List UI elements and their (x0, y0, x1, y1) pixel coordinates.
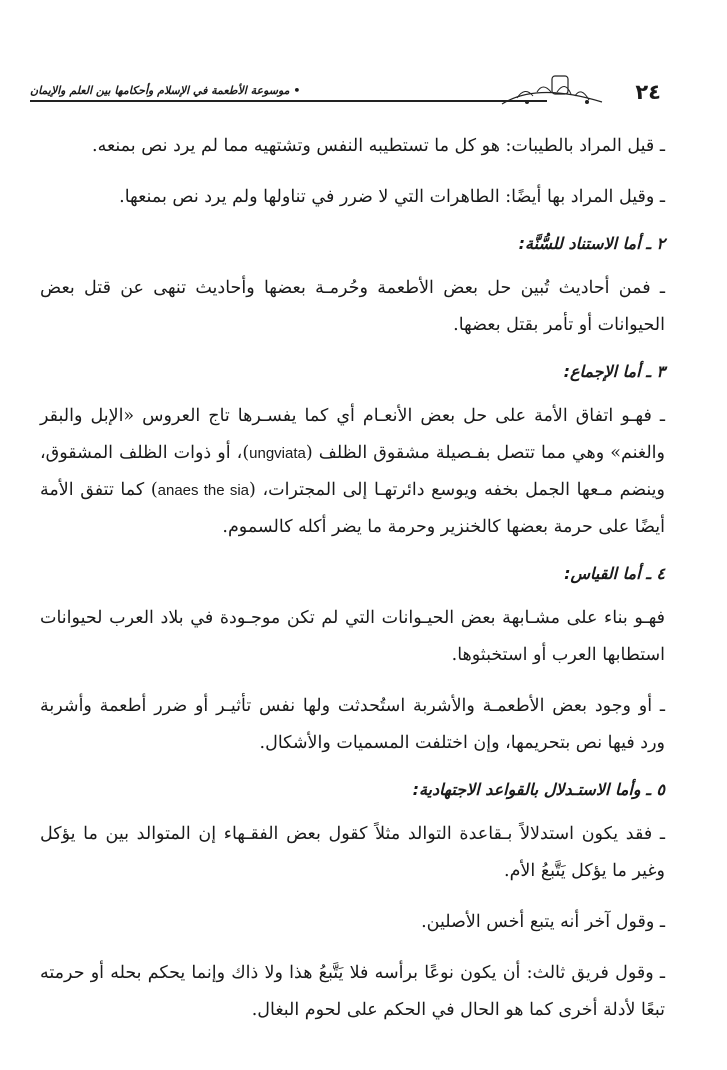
paragraph: ـ فقد يكون استدلالاً بـقاعدة التوالد مثلاً كقول بعض الفقـهاء إن المتوالد بين ما يؤكل وغير ما يؤكل يَتَّبعُ الأم. (40, 824, 665, 881)
paragraph: ـ فمن أحاديث تُبين حل بعض الأطعمة وحُرمـة بعضها وأحاديث تنهى عن قتل بعض الحيوانات أو تأمر بقتل بعضها. (40, 278, 665, 335)
section-heading: ٤ ـ أما القياس: (564, 564, 665, 583)
latin-term: anaes the sia (157, 482, 249, 499)
section-heading: ٣ ـ أما الإجماع: (563, 362, 665, 381)
section-heading: ٢ ـ أما الاستناد للسُّنَّة: (518, 234, 665, 253)
paragraph: ـ وقول آخر أنه يتبع أخس الأصلين. (421, 912, 665, 932)
paragraph: ـ وقيل المراد بها أيضًا: الطاهرات التي لا ضرر في تناولها ولم يرد نص بمنعها. (119, 187, 665, 207)
book-title: • موسوعة الأطعمة في الإسلام وأحكامها بين العلم والإيمان (30, 84, 301, 97)
paragraph (40, 398, 665, 546)
text-run: ) كما تتفق الأمة أيضًا على حرمة بعضها كالخنزير وحرمة ما يضر أكله كالسموم. (40, 480, 665, 537)
section-heading: ٥ ـ وأما الاستـدلال بالقواعد الاجتهادية: (412, 780, 665, 799)
paragraph: ـ قيل المراد بالطيبات: هو كل ما تستطيبه النفس وتشتهيه مما لم يرد نص بمنعه. (92, 136, 665, 156)
floral-ornament-icon (497, 72, 607, 112)
page-body (40, 128, 665, 1043)
paragraph: ـ وقول فريق ثالث: أن يكون نوعًا برأسه فلا يَتَّبعُ هذا ولا ذاك وإنما يحكم بحله أو حرمته تبعًا لأدلة أخرى كما هو الحال في الحكم على لحوم البغال. (40, 963, 665, 1020)
paragraph: فهـو بناء على مشـابهة بعض الحيـوانات التي لم تكن موجـودة في بلاد العرب لحيوانات استطابها العرب أو استخبثوها. (40, 608, 665, 665)
page-number: ٢٤ (635, 80, 661, 104)
header-rule (30, 100, 547, 102)
text-run: )، أو ذوات الظلف المشقوق، وينضم مـعها الجمل بخفه ويوسع دائرتهـا إلى المجترات، ( (40, 443, 665, 500)
paragraph: ـ أو وجود بعض الأطعمـة والأشربة استُحدثت ولها نفس تأثيـر أو ضرر أطعمة وأشربة ورد فيها نص بتحريمها، وإن اختلفت المسميات والأشكال. (40, 696, 665, 753)
page-header (30, 78, 697, 112)
latin-term: ungviata (249, 445, 306, 462)
text-run: ـ فهـو اتفاق الأمة على حل بعض الأنعـام أي كما يفسـرها تاج العروس «الإبل والبقر والغنم» وهي مما تتصل بفـصيلة مشقوق الظلف ( (40, 406, 665, 463)
